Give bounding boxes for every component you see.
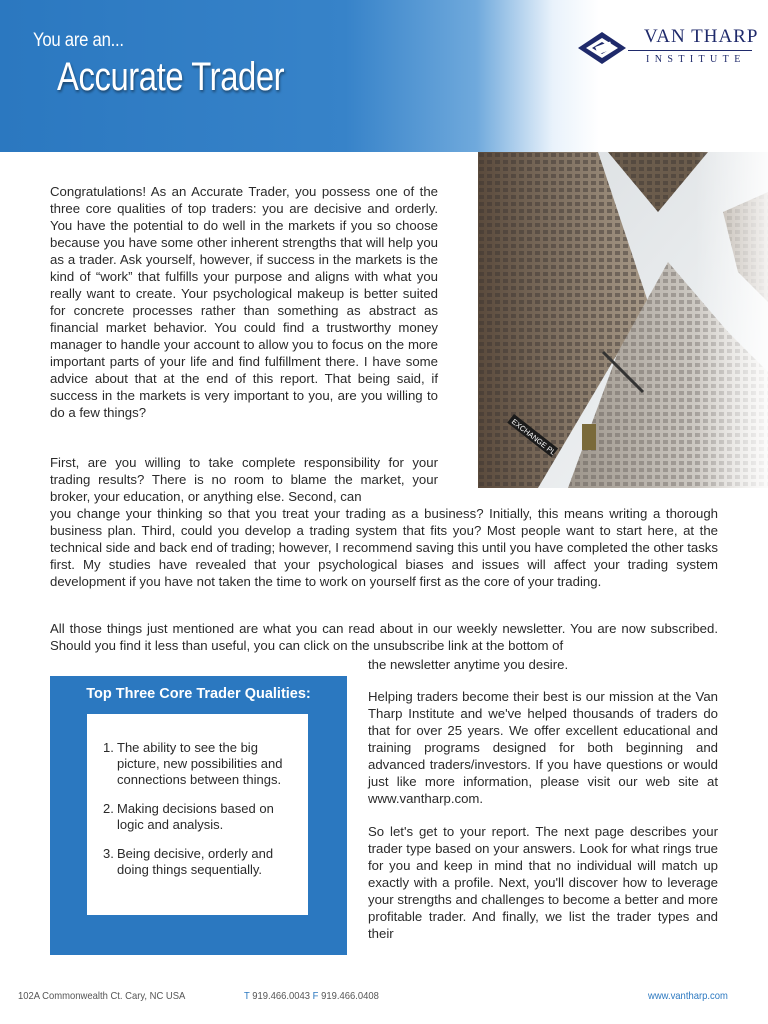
van-tharp-logo xyxy=(572,24,759,74)
intro-paragraph: Congratulations! As an Accurate Trader, you possess one of the three core qualities of top traders: you are decisive and orderly. You have the potential to do well in the markets if you so choose because you have some other inherent strengths that will help you as a trader. Ask yourself, however, if success in the markets is the kind of “work” that fulfills your purpose and aligns with what you really want to create. Your psychological makeup is better suited for concrete processes rather than something as abstract as financial market behavior. You could find a trustworthy money manager to handle your account to allow you to focus on the more important parts of your life and find fulfillment there. I have some advice about that at the end of this report. That being said, if success in the markets is very important to you, are you willing to do a few things? xyxy=(50,184,438,420)
fax-label: F xyxy=(312,990,319,1002)
qualities-title: Top Three Core Trader Qualities: xyxy=(86,686,311,702)
list-item-text: The ability to see the big picture, new possibilities and connections between things. xyxy=(117,740,283,787)
list-item-number: 1. xyxy=(103,740,114,755)
responsibility-paragraph-start: First, are you willing to take complete responsibility for your trading results? There is no room to blame the market, your broker, your education, or anything else. Second, can xyxy=(50,455,438,504)
header-kicker: You are an... xyxy=(33,30,124,51)
fax-number: 919.466.0408 xyxy=(321,990,379,1002)
list-item xyxy=(103,846,303,878)
footer-address: 102A Commonwealth Ct. Cary, NC USA xyxy=(18,990,186,1002)
logo-mark-icon xyxy=(572,26,632,72)
responsibility-paragraph-rest: you change your thinking so that you treat your trading as a business? Initially, this means writing a thorough business plan. Third, could you develop a trading system that fits you? Most people want to start here, at the technical side and back end of trading; however, I recommend saving this until you have completed the other tasks first. My studies have revealed that your psychological biases and issues will affect your trading system development if you have not taken the time to work on yourself first as the core of your trading. xyxy=(50,506,718,589)
list-item-number: 2. xyxy=(103,801,114,816)
qualities-sidebar xyxy=(50,676,347,955)
qualities-list-panel xyxy=(87,714,308,915)
footer-contact xyxy=(244,990,379,1002)
mission-paragraph: Helping traders become their best is our mission at the Van Tharp Institute and we've helped thousands of traders do that for over 25 years. We offer excellent educational and training programs designed for both beginning and advanced traders/investors. If you have questions or would just like more information, please visit our web site at www.vantharp.com. xyxy=(368,689,718,806)
phone-label: T xyxy=(244,990,250,1002)
qualities-list xyxy=(103,740,303,891)
newsletter-paragraph-end: the newsletter anytime you desire. xyxy=(368,657,569,672)
skyscraper-photo xyxy=(478,152,768,488)
list-item xyxy=(103,740,303,788)
logo-subtitle: INSTITUTE xyxy=(646,54,746,65)
list-item-text: Being decisive, orderly and doing things sequentially. xyxy=(117,846,274,877)
footer-website-link[interactable]: www.vantharp.com xyxy=(648,990,728,1002)
page-title: Accurate Trader xyxy=(57,55,285,99)
phone-number: 919.466.0043 xyxy=(252,990,311,1002)
page-header xyxy=(0,0,768,152)
list-item-number: 3. xyxy=(103,846,114,861)
list-item xyxy=(103,801,303,833)
logo-divider xyxy=(628,50,752,51)
report-intro-paragraph: So let's get to your report. The next page describes your trader type based on your answers. Look for what rings true for you and keep in mind that no individual will match up exactly with a profile. Next, you'll discover how to leverage your strengths and challenges to become a better and more profitable trader. And finally, we list the trader types and their xyxy=(368,824,718,941)
logo-name: VAN THARP xyxy=(644,26,759,47)
newsletter-paragraph-start: All those things just mentioned are what you can read about in our weekly newsletter. You are now subscribed. Should you find it less than useful, you can click on the unsubscribe link at the bottom of xyxy=(50,621,718,653)
list-item-text: Making decisions based on logic and analysis. xyxy=(117,801,274,832)
